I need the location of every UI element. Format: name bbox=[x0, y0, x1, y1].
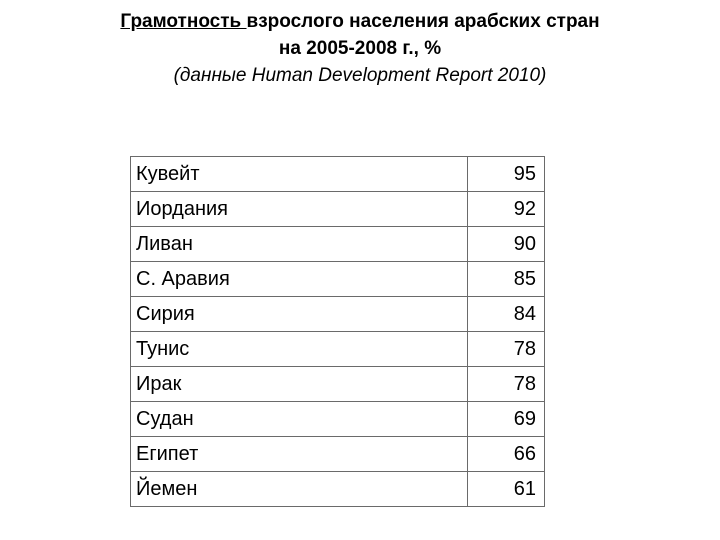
value-cell: 61 bbox=[468, 472, 545, 507]
value-cell: 92 bbox=[468, 192, 545, 227]
value-cell: 90 bbox=[468, 227, 545, 262]
table-row bbox=[131, 297, 545, 332]
table-row bbox=[131, 262, 545, 297]
value-cell: 78 bbox=[468, 367, 545, 402]
country-cell: Судан bbox=[131, 402, 468, 437]
value-cell: 66 bbox=[468, 437, 545, 472]
table-row bbox=[131, 192, 545, 227]
table-row bbox=[131, 402, 545, 437]
country-cell: С. Аравия bbox=[131, 262, 468, 297]
table-row bbox=[131, 157, 545, 192]
page-title-line-2: на 2005-2008 г., % bbox=[278, 38, 442, 59]
table-row bbox=[131, 437, 545, 472]
table-row bbox=[131, 367, 545, 402]
country-cell: Тунис bbox=[131, 332, 468, 367]
table-row bbox=[131, 227, 545, 262]
page-title-line-1 bbox=[0, 8, 720, 35]
country-cell: Ирак bbox=[131, 367, 468, 402]
title-line-1-rest: взрослого населения арабских стран bbox=[246, 11, 600, 32]
country-cell: Йемен bbox=[131, 472, 468, 507]
source-note: (данные Human Development Report 2010) bbox=[173, 65, 547, 86]
table-row bbox=[131, 472, 545, 507]
value-cell: 84 bbox=[468, 297, 545, 332]
country-cell: Египет bbox=[131, 437, 468, 472]
country-cell: Кувейт bbox=[131, 157, 468, 192]
country-cell: Сирия bbox=[131, 297, 468, 332]
table-row bbox=[131, 332, 545, 367]
title-underlined-word: Грамотность bbox=[120, 11, 247, 32]
literacy-table bbox=[130, 156, 545, 507]
value-cell: 85 bbox=[468, 262, 545, 297]
value-cell: 69 bbox=[468, 402, 545, 437]
page-title-block bbox=[0, 8, 720, 89]
country-cell: Иордания bbox=[131, 192, 468, 227]
value-cell: 95 bbox=[468, 157, 545, 192]
country-cell: Ливан bbox=[131, 227, 468, 262]
value-cell: 78 bbox=[468, 332, 545, 367]
